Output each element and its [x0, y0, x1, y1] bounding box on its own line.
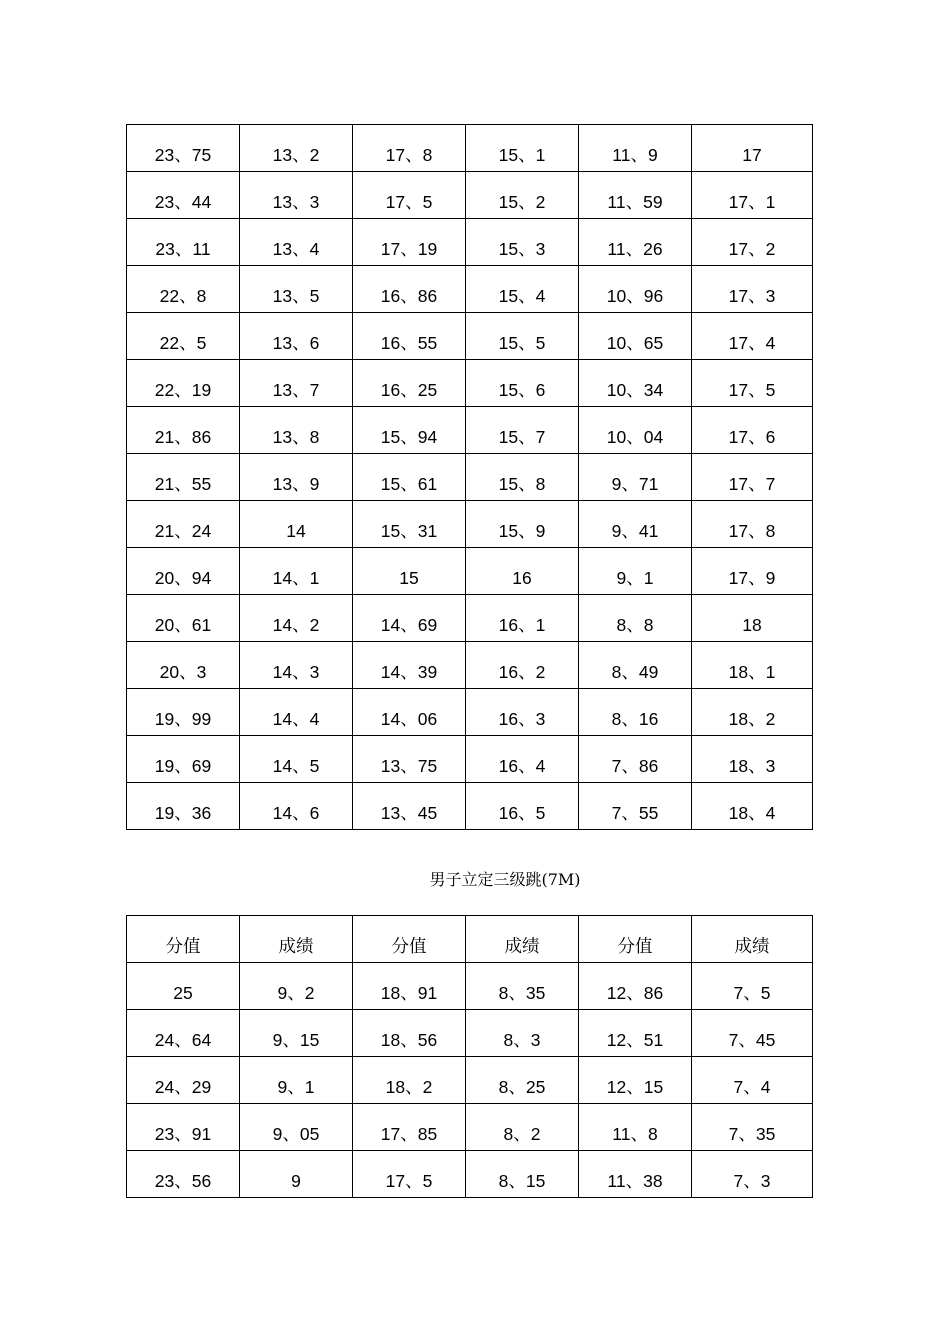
table-cell: 13、45	[353, 783, 466, 830]
table-cell: 18、3	[692, 736, 813, 783]
table-row	[127, 266, 813, 313]
table-row	[127, 1104, 813, 1151]
table-cell: 17、5	[692, 360, 813, 407]
table-cell: 23、11	[127, 219, 240, 266]
table-row	[127, 219, 813, 266]
table-cell: 15、61	[353, 454, 466, 501]
table-cell: 9、05	[240, 1104, 353, 1151]
header-cell-result: 成绩	[466, 916, 579, 963]
table-cell: 18、91	[353, 963, 466, 1010]
table-cell: 11、38	[579, 1151, 692, 1198]
table-cell: 16、1	[466, 595, 579, 642]
table-cell: 13、3	[240, 172, 353, 219]
table-cell: 20、61	[127, 595, 240, 642]
score-table-bottom-header	[127, 916, 813, 963]
table-cell: 10、96	[579, 266, 692, 313]
table-cell: 13、7	[240, 360, 353, 407]
table-cell: 19、69	[127, 736, 240, 783]
table-cell: 8、25	[466, 1057, 579, 1104]
table-cell: 10、04	[579, 407, 692, 454]
table-cell: 21、24	[127, 501, 240, 548]
table-cell: 11、8	[579, 1104, 692, 1151]
section-title: 男子立定三级跳(7M)	[429, 870, 581, 889]
table-cell: 14	[240, 501, 353, 548]
table-cell: 17、5	[353, 1151, 466, 1198]
table-cell: 19、99	[127, 689, 240, 736]
table-cell: 17、4	[692, 313, 813, 360]
table-cell: 15	[353, 548, 466, 595]
header-cell-score: 分值	[579, 916, 692, 963]
score-table-bottom-body	[127, 963, 813, 1198]
score-table-top	[126, 124, 813, 830]
table-cell: 16、5	[466, 783, 579, 830]
table-cell: 14、6	[240, 783, 353, 830]
table-cell: 9、1	[240, 1057, 353, 1104]
table-cell: 18、1	[692, 642, 813, 689]
table-cell: 7、45	[692, 1010, 813, 1057]
header-cell-result: 成绩	[240, 916, 353, 963]
header-cell-score: 分值	[353, 916, 466, 963]
table-cell: 11、59	[579, 172, 692, 219]
table-cell: 15、8	[466, 454, 579, 501]
table-cell: 17、85	[353, 1104, 466, 1151]
table-row	[127, 595, 813, 642]
table-cell: 9	[240, 1151, 353, 1198]
table-row	[127, 313, 813, 360]
table-cell: 15、94	[353, 407, 466, 454]
table-cell: 21、55	[127, 454, 240, 501]
table-row	[127, 360, 813, 407]
table-cell: 24、64	[127, 1010, 240, 1057]
table-cell: 16、2	[466, 642, 579, 689]
table-cell: 15、1	[466, 125, 579, 172]
table-row	[127, 689, 813, 736]
table-cell: 8、35	[466, 963, 579, 1010]
table-cell: 14、2	[240, 595, 353, 642]
table-cell: 13、8	[240, 407, 353, 454]
table-cell: 9、1	[579, 548, 692, 595]
table-row	[127, 1010, 813, 1057]
table-cell: 17、1	[692, 172, 813, 219]
table-cell: 7、86	[579, 736, 692, 783]
table-cell: 13、5	[240, 266, 353, 313]
table-cell: 7、5	[692, 963, 813, 1010]
table-cell: 13、2	[240, 125, 353, 172]
table-cell: 18、2	[353, 1057, 466, 1104]
score-table-top-body	[127, 125, 813, 830]
table-cell: 24、29	[127, 1057, 240, 1104]
table-row	[127, 172, 813, 219]
table-row	[127, 963, 813, 1010]
table-cell: 8、8	[579, 595, 692, 642]
table-cell: 25	[127, 963, 240, 1010]
table-cell: 12、15	[579, 1057, 692, 1104]
table-cell: 13、6	[240, 313, 353, 360]
table-cell: 10、65	[579, 313, 692, 360]
table-row	[127, 501, 813, 548]
table-cell: 23、91	[127, 1104, 240, 1151]
table-cell: 16、4	[466, 736, 579, 783]
table-cell: 20、94	[127, 548, 240, 595]
header-cell-result: 成绩	[692, 916, 813, 963]
table-cell: 16、55	[353, 313, 466, 360]
table-cell: 13、75	[353, 736, 466, 783]
table-cell: 15、6	[466, 360, 579, 407]
table-row	[127, 454, 813, 501]
table-cell: 22、8	[127, 266, 240, 313]
table-cell: 15、9	[466, 501, 579, 548]
table-cell: 7、4	[692, 1057, 813, 1104]
table-cell: 9、41	[579, 501, 692, 548]
table-cell: 17	[692, 125, 813, 172]
table-cell: 19、36	[127, 783, 240, 830]
header-row	[127, 916, 813, 963]
header-cell-score: 分值	[127, 916, 240, 963]
table-cell: 23、44	[127, 172, 240, 219]
table-cell: 7、35	[692, 1104, 813, 1151]
table-cell: 16	[466, 548, 579, 595]
table-cell: 18、2	[692, 689, 813, 736]
table-cell: 14、39	[353, 642, 466, 689]
table-cell: 13、4	[240, 219, 353, 266]
table-cell: 9、2	[240, 963, 353, 1010]
table-cell: 8、2	[466, 1104, 579, 1151]
table-cell: 15、2	[466, 172, 579, 219]
table-cell: 14、5	[240, 736, 353, 783]
table-cell: 11、26	[579, 219, 692, 266]
table-row	[127, 125, 813, 172]
table-cell: 20、3	[127, 642, 240, 689]
table-cell: 17、19	[353, 219, 466, 266]
table-cell: 17、5	[353, 172, 466, 219]
table-row	[127, 642, 813, 689]
table-row	[127, 1057, 813, 1104]
table-cell: 17、6	[692, 407, 813, 454]
table-cell: 8、3	[466, 1010, 579, 1057]
table-cell: 18、56	[353, 1010, 466, 1057]
table-cell: 22、19	[127, 360, 240, 407]
table-cell: 15、5	[466, 313, 579, 360]
table-cell: 21、86	[127, 407, 240, 454]
table-cell: 14、69	[353, 595, 466, 642]
table-cell: 8、15	[466, 1151, 579, 1198]
table-row	[127, 736, 813, 783]
table-cell: 14、06	[353, 689, 466, 736]
table-cell: 17、9	[692, 548, 813, 595]
table-cell: 16、25	[353, 360, 466, 407]
table-cell: 17、3	[692, 266, 813, 313]
table-cell: 14、1	[240, 548, 353, 595]
table-cell: 17、7	[692, 454, 813, 501]
table-cell: 17、8	[692, 501, 813, 548]
table-cell: 18	[692, 595, 813, 642]
table-cell: 14、3	[240, 642, 353, 689]
table-cell: 17、8	[353, 125, 466, 172]
table-cell: 9、15	[240, 1010, 353, 1057]
table-cell: 23、75	[127, 125, 240, 172]
table-cell: 9、71	[579, 454, 692, 501]
table-cell: 14、4	[240, 689, 353, 736]
table-cell: 15、4	[466, 266, 579, 313]
table-cell: 8、49	[579, 642, 692, 689]
table-cell: 11、9	[579, 125, 692, 172]
table-cell: 18、4	[692, 783, 813, 830]
table-cell: 17、2	[692, 219, 813, 266]
table-cell: 12、86	[579, 963, 692, 1010]
table-row	[127, 783, 813, 830]
table-cell: 8、16	[579, 689, 692, 736]
table-row	[127, 407, 813, 454]
table-cell: 10、34	[579, 360, 692, 407]
table-cell: 12、51	[579, 1010, 692, 1057]
table-cell: 15、3	[466, 219, 579, 266]
table-cell: 16、86	[353, 266, 466, 313]
table-cell: 15、7	[466, 407, 579, 454]
table-cell: 22、5	[127, 313, 240, 360]
table-row	[127, 1151, 813, 1198]
table-cell: 23、56	[127, 1151, 240, 1198]
table-cell: 15、31	[353, 501, 466, 548]
table-row	[127, 548, 813, 595]
table-cell: 7、3	[692, 1151, 813, 1198]
table-cell: 16、3	[466, 689, 579, 736]
table-cell: 7、55	[579, 783, 692, 830]
score-table-bottom	[126, 915, 813, 1198]
table-cell: 13、9	[240, 454, 353, 501]
